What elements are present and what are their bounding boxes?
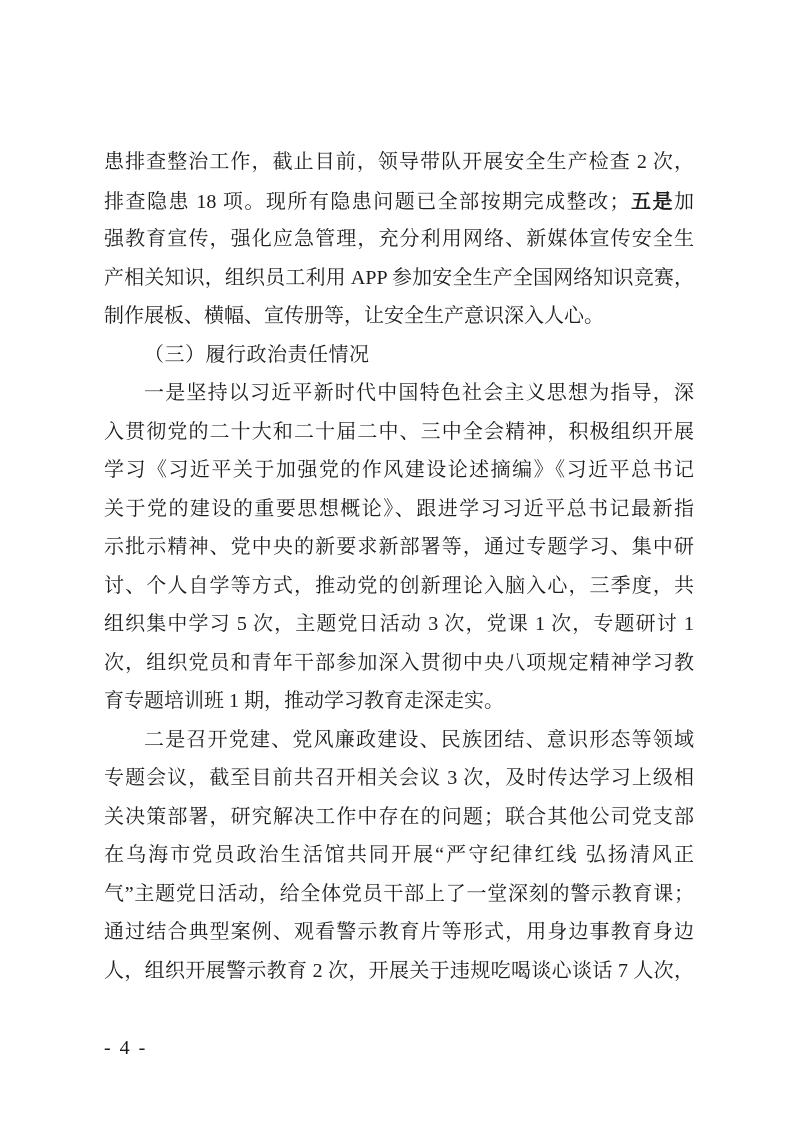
- text-segment: 加: [674, 190, 694, 213]
- text-segment: 产相关知识，组织员工利用 APP 参加安全生产全国网络知识竞赛，: [104, 266, 694, 289]
- text-segment: 通过结合典型案例、观看警示教育片等形式，用身边事教育身边: [104, 921, 694, 943]
- text-segment: 次，组织党员和青年干部参加深入贯彻中央八项规定精神学习教: [104, 651, 694, 674]
- text-segment: 气”主题党日活动，给全体党员干部上了一堂深刻的警示教育课；: [104, 882, 694, 905]
- text-segment: 制作展板、横幅、宣传册等，让安全生产意识深入人心。: [104, 305, 604, 327]
- text-segment: 专题会议，截至目前共召开相关会议 3 次，及时传达学习上级相: [104, 767, 694, 789]
- text-line-21: [104, 913, 694, 952]
- section-heading: [104, 336, 694, 375]
- text-line-2: [104, 182, 694, 221]
- text-line-12: [104, 567, 694, 606]
- text-segment: 入贯彻党的二十大和二十届二中、三中全会精神，积极组织开展: [104, 420, 694, 443]
- text-line-5: [104, 297, 694, 336]
- text-segment: 关决策部署，研究解决工作中存在的问题；联合其他公司党支部: [104, 805, 694, 828]
- text-line-9: [104, 451, 694, 490]
- text-line-4: [104, 259, 694, 298]
- text-segment: 育专题培训班 1 期，推动学习教育走深走实。: [104, 690, 504, 712]
- text-line-11: [104, 528, 694, 567]
- text-line-8: [104, 413, 694, 452]
- text-segment: 关于党的建设的重要思想概论》、跟进学习习近平总书记最新指: [104, 497, 694, 520]
- text-line-1: [104, 143, 694, 182]
- text-segment: 一是坚持以习近平新时代中国特色社会主义思想为指导，深: [144, 382, 694, 404]
- text-line-18: [104, 798, 694, 837]
- text-line-19: [104, 836, 694, 875]
- text-segment: 排查隐患 18 项。现所有隐患问题已全部按期完成整改；: [104, 190, 630, 213]
- text-segment: 讨、个人自学等方式，推动党的创新理论入脑入心，三季度，共: [104, 574, 694, 597]
- text-segment: 学习《习近平关于加强党的作风建设论述摘编》《习近平总书记: [104, 459, 694, 481]
- text-line-17: [104, 759, 694, 798]
- text-line-13: [104, 605, 694, 644]
- text-line-20: [104, 875, 694, 914]
- text-segment: （三）履行政治责任情况: [144, 343, 370, 366]
- text-line-15: [104, 682, 694, 721]
- text-segment: 患排查整治工作，截止目前，领导带队开展安全生产检查 2 次，: [104, 151, 694, 173]
- text-segment: 组织集中学习 5 次，主题党日活动 3 次，党课 1 次，专题研讨 1: [104, 613, 694, 635]
- text-line-7: [104, 374, 694, 413]
- text-segment: 示批示精神、党中央的新要求新部署等，通过专题学习、集中研: [104, 536, 694, 558]
- text-segment: 人，组织开展警示教育 2 次，开展关于违规吃喝谈心谈话 7 人次，: [104, 959, 694, 982]
- bold-emphasis: 五是: [629, 188, 675, 213]
- text-segment: 强教育宣传，强化应急管理，充分利用网络、新媒体宣传安全生: [104, 228, 694, 250]
- page-number: - 4 -: [104, 1037, 148, 1059]
- text-line-3: [104, 220, 694, 259]
- text-segment: 二是召开党建、党风廉政建设、民族团结、意识形态等领域: [144, 728, 694, 751]
- text-line-22: [104, 952, 694, 991]
- text-line-16: [104, 721, 694, 760]
- text-line-14: [104, 644, 694, 683]
- document-body: [104, 143, 694, 990]
- text-segment: 在乌海市党员政治生活馆共同开展“严守纪律红线 弘扬清风正: [104, 844, 694, 866]
- text-line-10: [104, 490, 694, 529]
